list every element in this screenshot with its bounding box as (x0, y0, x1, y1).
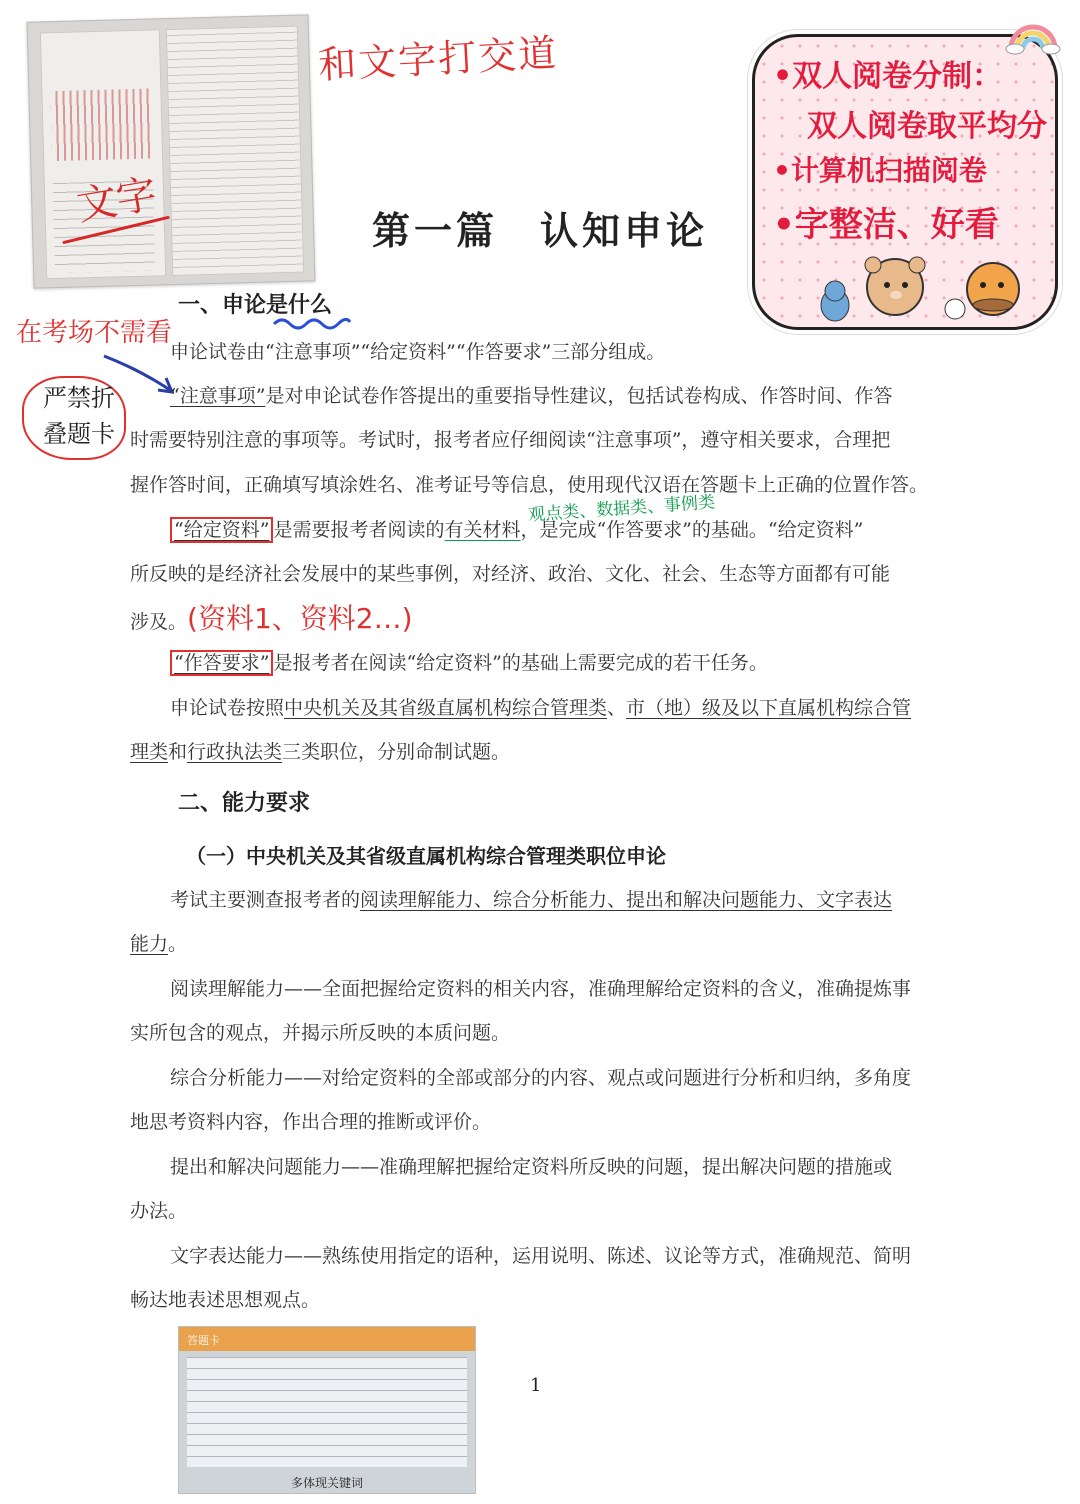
text-span: 考试主要测查报考者的 (170, 889, 361, 911)
text-span: 和 (168, 741, 188, 763)
handwritten-top-note: 和文字打交道 (317, 30, 560, 88)
paragraph (170, 686, 950, 730)
paragraph (170, 508, 950, 552)
paragraph (170, 641, 950, 685)
text-span: 是对申论试卷作答提出的重要指导性建议，包括试卷构成、作答时间、作答 (265, 385, 893, 407)
paragraph: 阅读理解能力——全面把握给定资料的相关内容，准确理解给定资料的含义，准确提炼事 (170, 978, 912, 1000)
paragraph-line: 畅达地表述思想观点。 (130, 1289, 321, 1311)
text-span-underlined: 市（地）级及以下直属机构综合管 (626, 697, 912, 719)
section-2-heading: 二、能力要求 (178, 790, 311, 816)
sheet-handwritten-note: 文字 (73, 171, 160, 230)
paragraph: 文字表达能力——熟练使用指定的语种，运用说明、陈述、议论等方式，准确规范、简明 (170, 1245, 912, 1267)
paragraph-line (130, 922, 950, 966)
paragraph-line: 实所包含的观点，并揭示所反映的本质问题。 (130, 1022, 511, 1044)
paragraph-line: 所反映的是经济社会发展中的某些事例，对经济、政治、文化、社会、生态等方面都有可能 (130, 563, 891, 585)
text-span: 涉及。 (130, 611, 188, 633)
term-materials: “给定资料” (170, 517, 273, 543)
note-sticker (752, 34, 1058, 330)
fold-warning-line-2: 叠题卡 (43, 420, 115, 448)
text-span: 三类职位，分别命制试题。 (282, 741, 511, 763)
paragraph: 申论试卷由“注意事项”“给定资料”“作答要求”三部分组成。 (170, 341, 666, 363)
text-span: 是需要报考者阅读的 (273, 519, 445, 541)
paragraph: 综合分析能力——对给定资料的全部或部分的内容、观点或问题进行分析和归纳，多角度 (170, 1067, 912, 1089)
sticker-line-3: •计算机扫描阅卷 (773, 154, 987, 187)
paragraph-line (130, 597, 950, 644)
text-span: 、 (607, 697, 627, 719)
text-span-underlined: 阅读理解能力、综合分析能力、提出和解决问题能力、文字表达 (360, 889, 893, 911)
text-span-underlined: 理类 (130, 741, 169, 763)
paragraph-line: 地思考资料内容，作出合理的推断或评价。 (130, 1111, 492, 1133)
handwritten-left-note: 在考场不需看 (16, 318, 173, 348)
text-span-underlined: 中央机关及其省级直属机构综合管理类 (284, 697, 608, 719)
page-title: 第一篇 认知申论 (371, 208, 708, 253)
paragraph-line: 时需要特别注意的事项等。考试时，报考者应仔细阅读“注意事项”，遵守相关要求，合理把 (130, 429, 891, 451)
text-span-underlined: 有关材料 (444, 519, 521, 541)
answer-sheet-bubble-grid (50, 89, 152, 162)
paragraph (170, 878, 950, 922)
paragraph (170, 374, 950, 418)
subsection-heading: （一）中央机关及其省级直属机构综合管理类职位申论 (186, 844, 666, 868)
paragraph-line: 办法。 (130, 1200, 188, 1222)
cartoon-animals-icon (805, 247, 1025, 327)
page-number: 1 (530, 1375, 542, 1396)
photo-lined-area (187, 1357, 467, 1467)
handwritten-fold-warning (34, 380, 124, 452)
term-notes: “注意事项” (170, 385, 266, 407)
text-span-underlined: 能力 (130, 933, 169, 955)
photo-tag: 答题卡 (187, 1334, 220, 1347)
paragraph: 提出和解决问题能力——准确理解把握给定资料所反映的问题，提出解决问题的措施或 (170, 1156, 893, 1178)
text-span: 。 (168, 933, 188, 955)
sticker-line-1: •双人阅卷分制： (773, 59, 1003, 94)
photo-caption: 多体现关键词 (290, 1476, 363, 1490)
text-span: 申论试卷按照 (170, 697, 285, 719)
answer-sheet-photo-bottom (178, 1326, 476, 1494)
sticker-line-4: •字整洁、好看 (773, 205, 999, 245)
section-1-heading: 一、申论是什么 (178, 292, 333, 318)
rainbow-icon (1005, 15, 1061, 55)
photo-header-bar (179, 1327, 475, 1351)
handwritten-green-note: 观点类、数据类、事例类 (527, 492, 716, 526)
text-span-underlined: 行政执法类 (187, 741, 283, 763)
paragraph-line (130, 730, 950, 774)
sticker-line-2: 双人阅卷取平均分 (807, 109, 1047, 144)
term-requirements: “作答要求” (170, 650, 273, 676)
handwritten-red-inline: (资料1、资料2…) (187, 602, 413, 635)
paragraph-line: 握作答时间，正确填写填涂姓名、准考证号等信息，使用现代汉语在答题卡上正确的位置作答。 (130, 474, 929, 496)
text-span: ，是完成“作答要求”的基础。“给定资料” (520, 519, 864, 541)
fold-warning-line-1: 严禁折 (43, 384, 115, 412)
text-span: 是报考者在阅读“给定资料”的基础上需要完成的若干任务。 (273, 652, 768, 674)
wavy-underline (272, 316, 352, 330)
